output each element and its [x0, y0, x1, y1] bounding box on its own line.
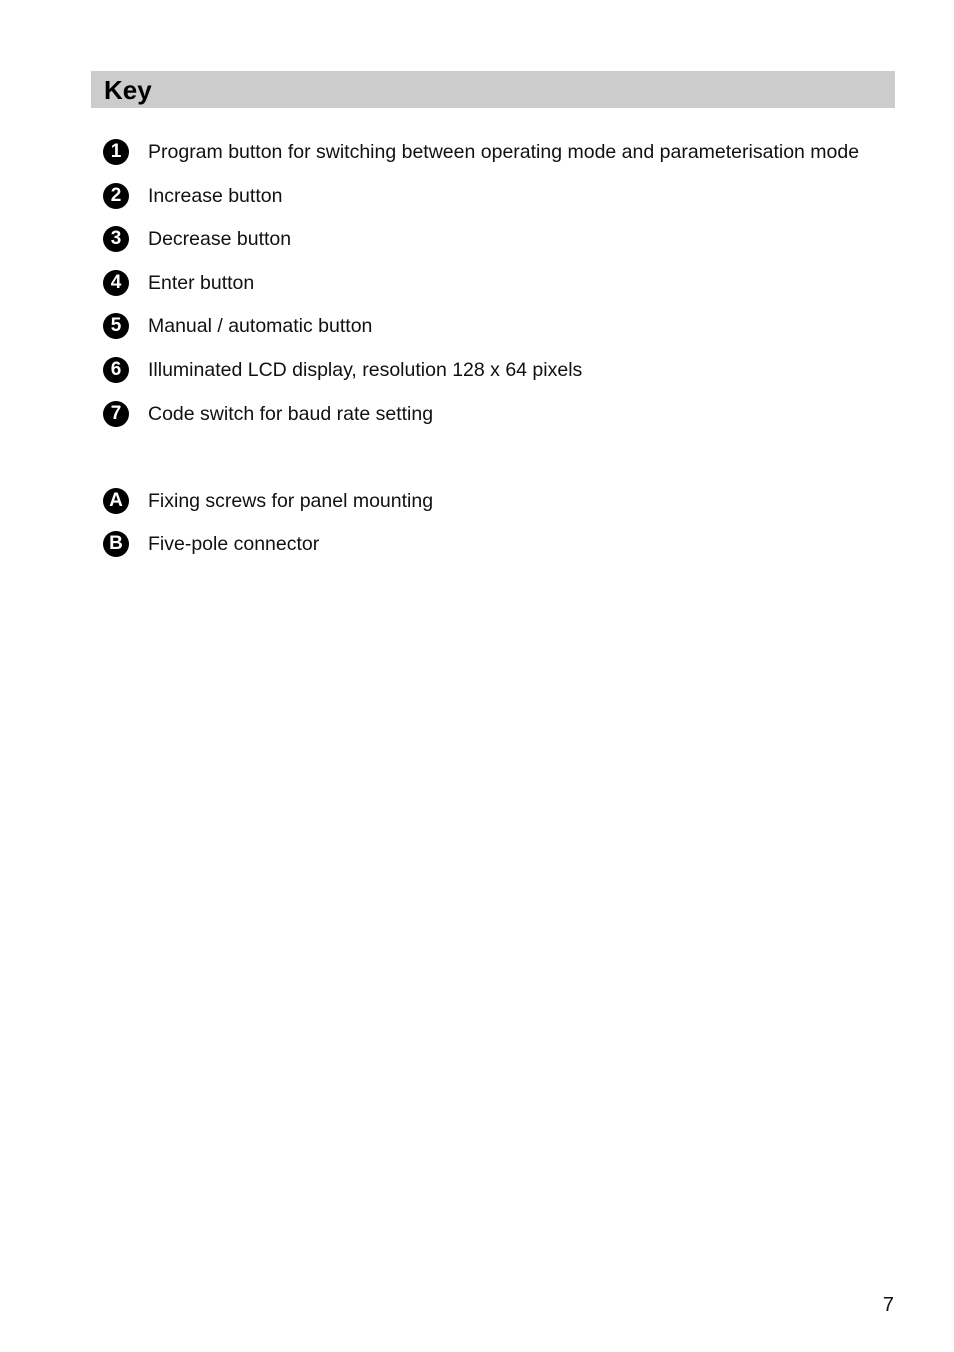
number-marker-icon: 1	[103, 139, 129, 165]
letter-marker-icon: B	[103, 531, 129, 557]
key-item-description: Code switch for baud rate setting	[148, 403, 434, 425]
key-item-1	[103, 138, 859, 166]
key-item-b	[103, 530, 319, 558]
key-item-description: Manual / automatic button	[148, 315, 373, 337]
key-item-description: Fixing screws for panel mounting	[148, 490, 434, 512]
number-marker-icon: 2	[103, 183, 129, 209]
key-item-a	[103, 487, 433, 515]
number-marker-icon: 7	[103, 401, 129, 427]
key-item-description: Enter button	[148, 272, 255, 294]
key-item-description: Decrease button	[148, 228, 292, 250]
key-item-description: Five-pole connector	[148, 533, 320, 555]
key-item-description: Illuminated LCD display, resolution 128 x 64 pixels	[148, 359, 583, 381]
section-heading-bar	[91, 71, 895, 108]
number-marker-icon: 4	[103, 270, 129, 296]
key-item-description: Increase button	[148, 185, 283, 207]
number-marker-icon: 6	[103, 357, 129, 383]
key-item-5	[103, 312, 372, 340]
letter-marker-icon: A	[103, 488, 129, 514]
section-title: Key	[104, 74, 152, 105]
number-marker-icon: 3	[103, 226, 129, 252]
number-marker-icon: 5	[103, 313, 129, 339]
key-item-4	[103, 269, 254, 297]
page-number: 7	[882, 1294, 894, 1316]
key-item-description: Program button for switching between operating mode and parameterisation mode	[148, 141, 860, 163]
key-item-6	[103, 356, 582, 384]
key-item-2	[103, 182, 282, 210]
key-item-3	[103, 225, 291, 253]
key-item-7	[103, 400, 433, 428]
